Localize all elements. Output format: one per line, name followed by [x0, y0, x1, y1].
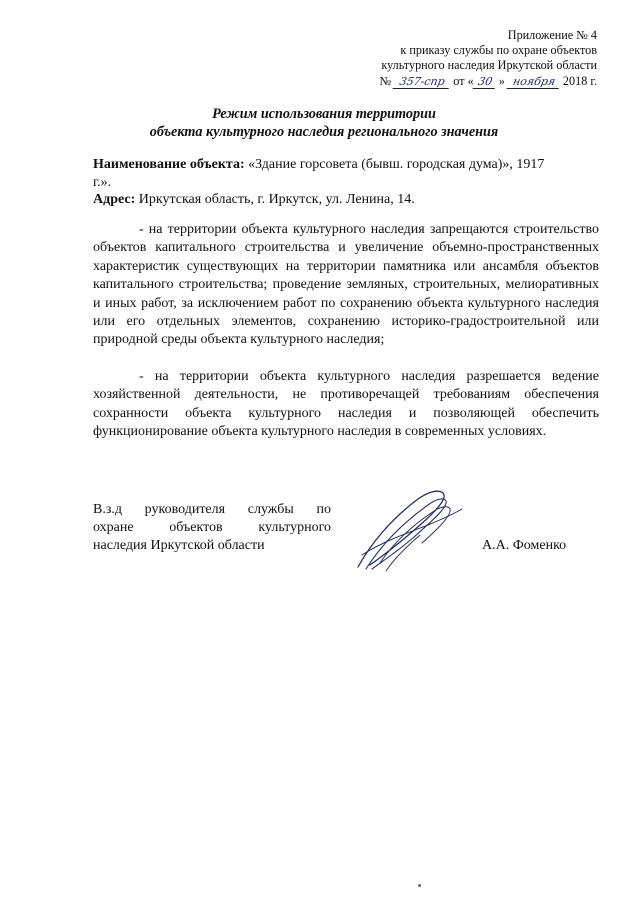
- regime-permissions: - на территории объекта культурного наследия разрешается ведение хозяйственной деятельности, не противоречащей требованиям обеспечения сохранности объекта культурного наследия и позволяющей обеспечить функционирование объекта культурного наследия в современных условиях.: [93, 368, 599, 440]
- position-line-2: охране объектов культурного: [93, 520, 331, 535]
- order-month-handwritten: ноября: [506, 76, 561, 89]
- object-info: [93, 156, 563, 209]
- position-line-1: В.з.д руководителя службы по: [93, 502, 331, 517]
- order-date-from: от «: [453, 73, 474, 88]
- object-address-label: Адрес:: [93, 192, 136, 208]
- document-title: [90, 105, 558, 141]
- title-line-2: объекта культурного наследия регионального значения: [149, 124, 499, 140]
- signatory-name: А.А. Фоменко: [482, 538, 567, 553]
- regime-prohibitions: - на территории объекта культурного наследия запрещаются строительство объектов капитального строительства и увеличение объемно-пространственных характеристик существующих на территории памятника или ансамбля объектов капитального строительства; проведение земляных, строительных, мелиоративных и иных работ, за исключением работ по сохранению объекта культурного наследия или его отдельных элементов, сохранению историко-градостроительной или природной среды объекта культурного наследия;: [93, 222, 599, 348]
- object-name-label: Наименование объекта:: [93, 157, 245, 172]
- handwritten-signature: [340, 485, 470, 575]
- object-address: [93, 191, 563, 209]
- order-number-handwritten: 357-спр: [393, 76, 452, 89]
- appendix-order-number-date: [297, 74, 597, 89]
- title-line-1: Режим использования территории: [212, 106, 436, 122]
- signatory-position: [93, 501, 331, 555]
- object-name: [93, 156, 563, 191]
- appendix-header: [297, 28, 597, 89]
- position-line-3: наследия Иркутской области: [93, 538, 265, 553]
- object-name-value: «Здание горсовета (бывш. городская дума)», 1917 г.».: [93, 157, 545, 190]
- appendix-number: Приложение № 4: [507, 28, 597, 42]
- order-day-handwritten: 30: [472, 76, 497, 89]
- appendix-authority: культурного наследия Иркутской области: [381, 58, 597, 73]
- order-number-prefix: №: [379, 73, 392, 88]
- object-address-value: Иркутская область, г. Иркутск, ул. Ленина, 14.: [138, 192, 415, 208]
- appendix-order-ref: к приказу службы по охране объектов: [400, 43, 597, 58]
- scan-speck: [418, 884, 421, 887]
- regime-body: [93, 221, 599, 441]
- order-year: 2018 г.: [562, 73, 597, 88]
- order-date-mid: »: [498, 73, 505, 88]
